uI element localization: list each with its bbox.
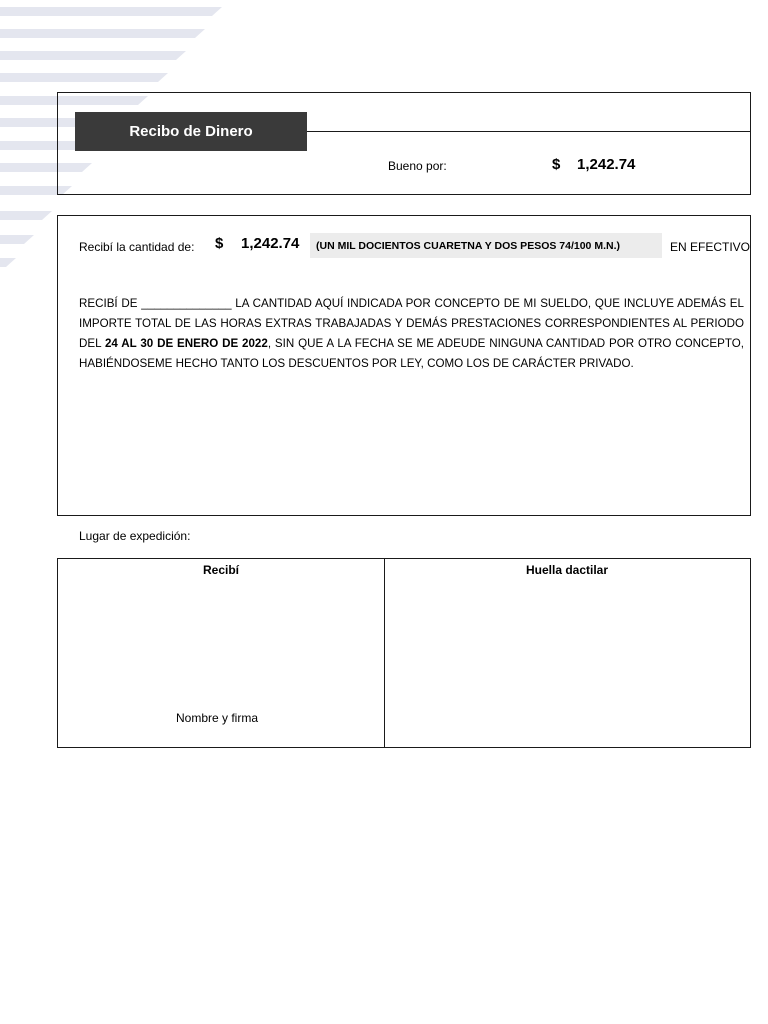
header-amount: 1,242.74 [577,156,636,173]
stripe [0,258,16,267]
recibi-cantidad-label: Recibí la cantidad de: [79,240,195,254]
amount-value: 1,242.74 [241,235,300,252]
receipt-title: Recibo de Dinero [75,112,307,151]
signature-table [57,558,751,748]
receipt-statement [79,294,744,374]
statement-text-part2: , SIN QUE A LA FECHA SE ME ADEUDE NINGUNA CANTIDAD POR OTRO CONCEPTO, HABIÉNDOSEME HECHO TANTO LOS DESCUENTOS POR LEY, COMO LOS DE CARÁCTER PRIVADO. [79,337,744,370]
statement-text-part1: RECIBÍ DE ______________ LA CANTIDAD AQUÍ INDICADA POR CONCEPTO DE MI SUELDO, QUE INCLUYE ADEMÁS EL IMPORTE TOTAL DE LAS HORAS EXTRAS TRABAJADAS Y DEMÁS PRESTACIONES CORRESPONDIENTES AL PERIODO DEL [79,297,744,350]
stripe [0,29,205,38]
nombre-firma-label: Nombre y firma [176,711,259,725]
amount-in-words: (UN MIL DOCIENTOS CUARETNA Y DOS PESOS 74/100 M.N.) [310,233,662,258]
lugar-expedicion-label: Lugar de expedición: [79,529,191,543]
stripe [0,7,222,16]
statement-period: 24 AL 30 DE ENERO DE 2022 [104,337,268,350]
header-currency-symbol: $ [552,156,561,173]
header-divider [307,131,750,132]
signature-table-divider [384,558,385,747]
payment-method: EN EFECTIVO [670,240,751,254]
huella-dactilar-header: Huella dactilar [525,563,609,577]
bueno-por-label: Bueno por: [388,159,447,173]
stripe [0,73,168,82]
stripe [0,235,34,244]
currency-symbol: $ [215,235,224,252]
stripe [0,51,186,60]
recibi-header: Recibí [202,563,239,577]
stripe [0,211,52,220]
